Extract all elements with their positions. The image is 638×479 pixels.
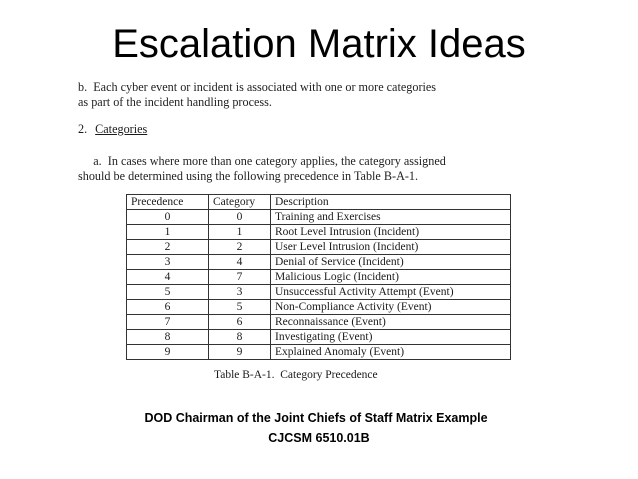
description-cell: Malicious Logic (Incident)	[271, 270, 511, 285]
precedence-cell: 3	[127, 255, 209, 270]
category-cell: 6	[209, 315, 271, 330]
table-caption: Table B-A-1. Category Precedence	[214, 369, 378, 381]
precedence-cell: 0	[127, 210, 209, 225]
table-header-row	[127, 195, 511, 210]
category-cell: 7	[209, 270, 271, 285]
section-number: 2.	[78, 122, 88, 136]
precedence-cell: 7	[127, 315, 209, 330]
precedence-cell: 1	[127, 225, 209, 240]
description-cell: Root Level Intrusion (Incident)	[271, 225, 511, 240]
category-cell: 1	[209, 225, 271, 240]
source-citation	[0, 408, 638, 448]
category-cell: 3	[209, 285, 271, 300]
table-row	[127, 225, 511, 240]
table-row	[127, 255, 511, 270]
source-line-2: CJCSM 6510.01B	[268, 431, 370, 445]
category-cell: 4	[209, 255, 271, 270]
header-description: Description	[271, 195, 511, 210]
description-cell: User Level Intrusion (Incident)	[271, 240, 511, 255]
description-cell: Investigating (Event)	[271, 330, 511, 345]
source-line-1: DOD Chairman of the Joint Chiefs of Staff Matrix Example	[144, 411, 488, 425]
precedence-cell: 4	[127, 270, 209, 285]
category-cell: 9	[209, 345, 271, 360]
paragraph-a-line-1: a. In cases where more than one category applies, the category assigned	[78, 154, 446, 168]
precedence-cell: 9	[127, 345, 209, 360]
category-cell: 8	[209, 330, 271, 345]
description-cell: Explained Anomaly (Event)	[271, 345, 511, 360]
table-row	[127, 330, 511, 345]
section-title: Categories	[95, 122, 148, 136]
table-row	[127, 240, 511, 255]
category-precedence-table	[126, 194, 511, 360]
section-heading	[78, 122, 147, 137]
precedence-cell: 2	[127, 240, 209, 255]
description-cell: Unsuccessful Activity Attempt (Event)	[271, 285, 511, 300]
table-row	[127, 315, 511, 330]
description-cell: Training and Exercises	[271, 210, 511, 225]
description-cell: Denial of Service (Incident)	[271, 255, 511, 270]
category-cell: 5	[209, 300, 271, 315]
table-row	[127, 285, 511, 300]
header-category: Category	[209, 195, 271, 210]
precedence-cell: 5	[127, 285, 209, 300]
paragraph-b-line-1: b. Each cyber event or incident is associated with one or more categories	[78, 80, 437, 94]
category-cell: 2	[209, 240, 271, 255]
category-cell: 0	[209, 210, 271, 225]
precedence-cell: 6	[127, 300, 209, 315]
table-row	[127, 210, 511, 225]
table-row	[127, 300, 511, 315]
paragraph-a-line-2: should be determined using the following precedence in Table B-A-1.	[78, 169, 419, 183]
slide-title: Escalation Matrix Ideas	[112, 22, 526, 66]
precedence-cell: 8	[127, 330, 209, 345]
table-row	[127, 270, 511, 285]
paragraph-b-line-2: as part of the incident handling process.	[78, 95, 272, 109]
description-cell: Non-Compliance Activity (Event)	[271, 300, 511, 315]
description-cell: Reconnaissance (Event)	[271, 315, 511, 330]
header-precedence: Precedence	[127, 195, 209, 210]
table-row	[127, 345, 511, 360]
